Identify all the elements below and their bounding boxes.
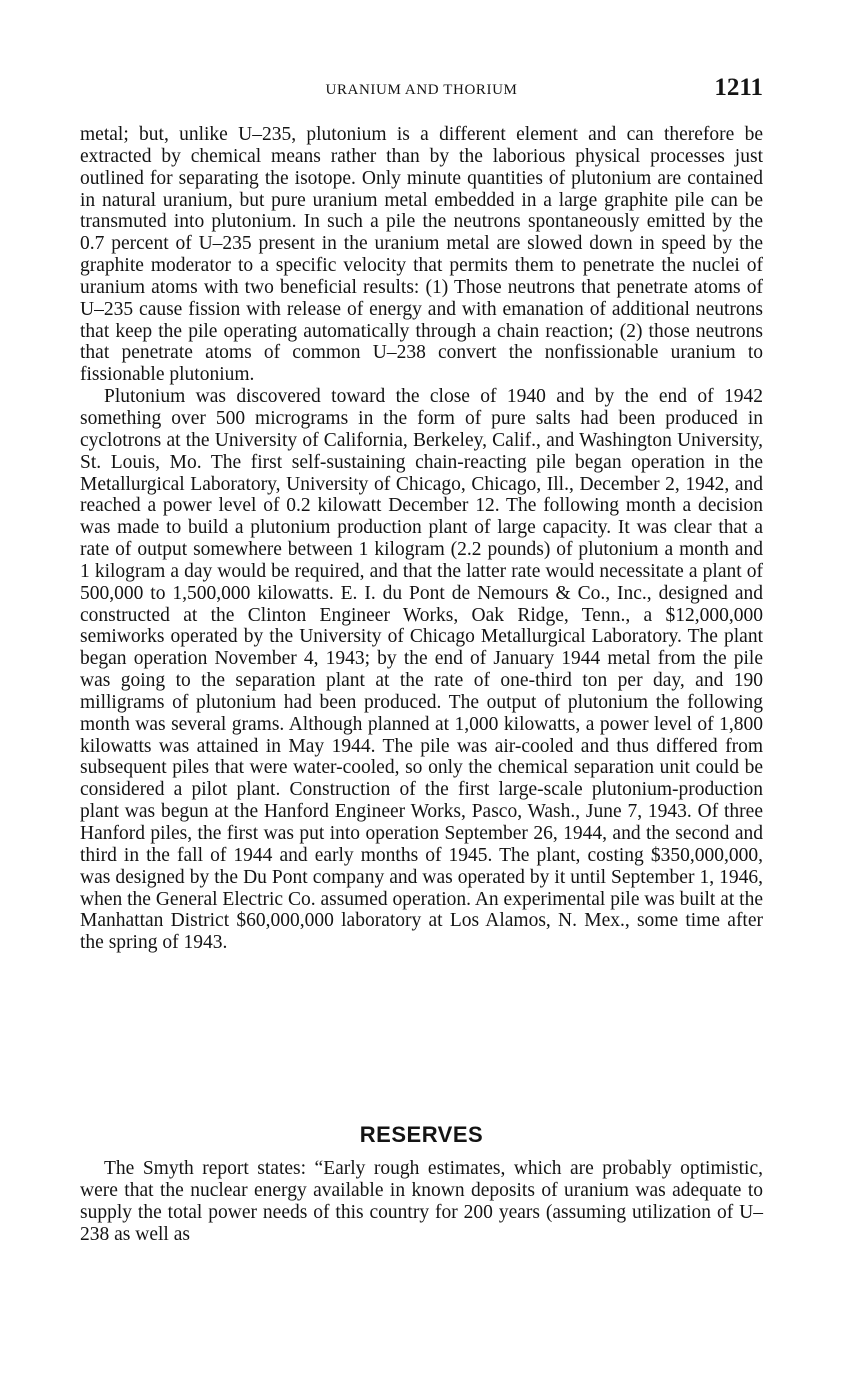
body-text [80,124,763,954]
running-title: URANIUM AND THORIUM [325,82,518,98]
page-number: 1211 [714,74,763,101]
running-head [80,74,763,104]
reserves-body-text [80,1158,763,1245]
paragraph-reserves: The Smyth report states: “Early rough estimates, which are probably optimistic, were that the nuclear energy available in known deposits of uranium was adequate to supply the total power needs of this country for 200 years (assuming utilization of U–238 as well as [80,1158,763,1245]
paragraph-continuation: metal; but, unlike U–235, plutonium is a different element and can therefore be extracted by chemical means rather than by the laborious physical processes just outlined for separating the isotope. Only minute quantities of plutonium are contained in natural uranium, but pure uranium metal embedded in a large graphite pile can be transmuted into plutonium. In such a pile the neutrons spontaneously emitted by the 0.7 percent of U–235 present in the uranium metal are slowed down in speed by the graphite moderator to a specific velocity that permits them to penetrate the nuclei of uranium atoms with two beneficial results: (1) Those neutrons that penetrate atoms of U–235 cause fission with release of energy and with emanation of additional neutrons that keep the pile operating automatically through a chain reaction; (2) those neutrons that penetrate atoms of common U–238 convert the nonfissionable uranium to fissionable plutonium. [80,124,763,386]
paragraph-plutonium-history: Plutonium was discovered toward the close of 1940 and by the end of 1942 something over 500 micrograms in the form of pure salts had been produced in cyclotrons at the University of California, Berkeley, Calif., and Washington University, St. Louis, Mo. The first self-sustaining chain-reacting pile began operation in the Metallurgical Laboratory, University of Chicago, Chicago, Ill., December 2, 1942, and reached a power level of 0.2 kilowatt December 12. The following month a decision was made to build a plutonium production plant of large capacity. It was clear that a rate of output somewhere between 1 kilogram (2.2 pounds) of plutonium a month and 1 kilogram a day would be required, and that the latter rate would necessitate a plant of 500,000 to 1,500,000 kilowatts. E. I. du Pont de Nemours & Co., Inc., designed and constructed at the Clinton Engineer Works, Oak Ridge, Tenn., a $12,000,000 semiworks operated by the University of Chicago Metallurgical Laboratory. The plant began operation November 4, 1943; by the end of January 1944 metal from the pile was going to the separation plant at the rate of one-third ton per day, and 190 milligrams of plutonium had been produced. The output of plutonium the following month was several grams. Although planned at 1,000 kilowatts, a power level of 1,800 kilowatts was attained in May 1944. The pile was air-cooled and thus differed from subsequent piles that were water-cooled, so only the chemical separation unit could be considered a pilot plant. Construction of the first large-scale plutonium-production plant was begun at the Hanford Engineer Works, Pasco, Wash., June 7, 1943. Of three Hanford piles, the first was put into operation September 26, 1944, and the second and third in the fall of 1944 and early months of 1945. The plant, costing $350,000,000, was designed by the Du Pont company and was operated by it until September 1, 1946, when the General Electric Co. assumed operation. An experimental pile was built at the Manhattan District $60,000,000 laboratory at Los Alamos, N. Mex., some time after the spring of 1943. [80,386,763,954]
section-heading-reserves: RESERVES [359,1122,484,1147]
